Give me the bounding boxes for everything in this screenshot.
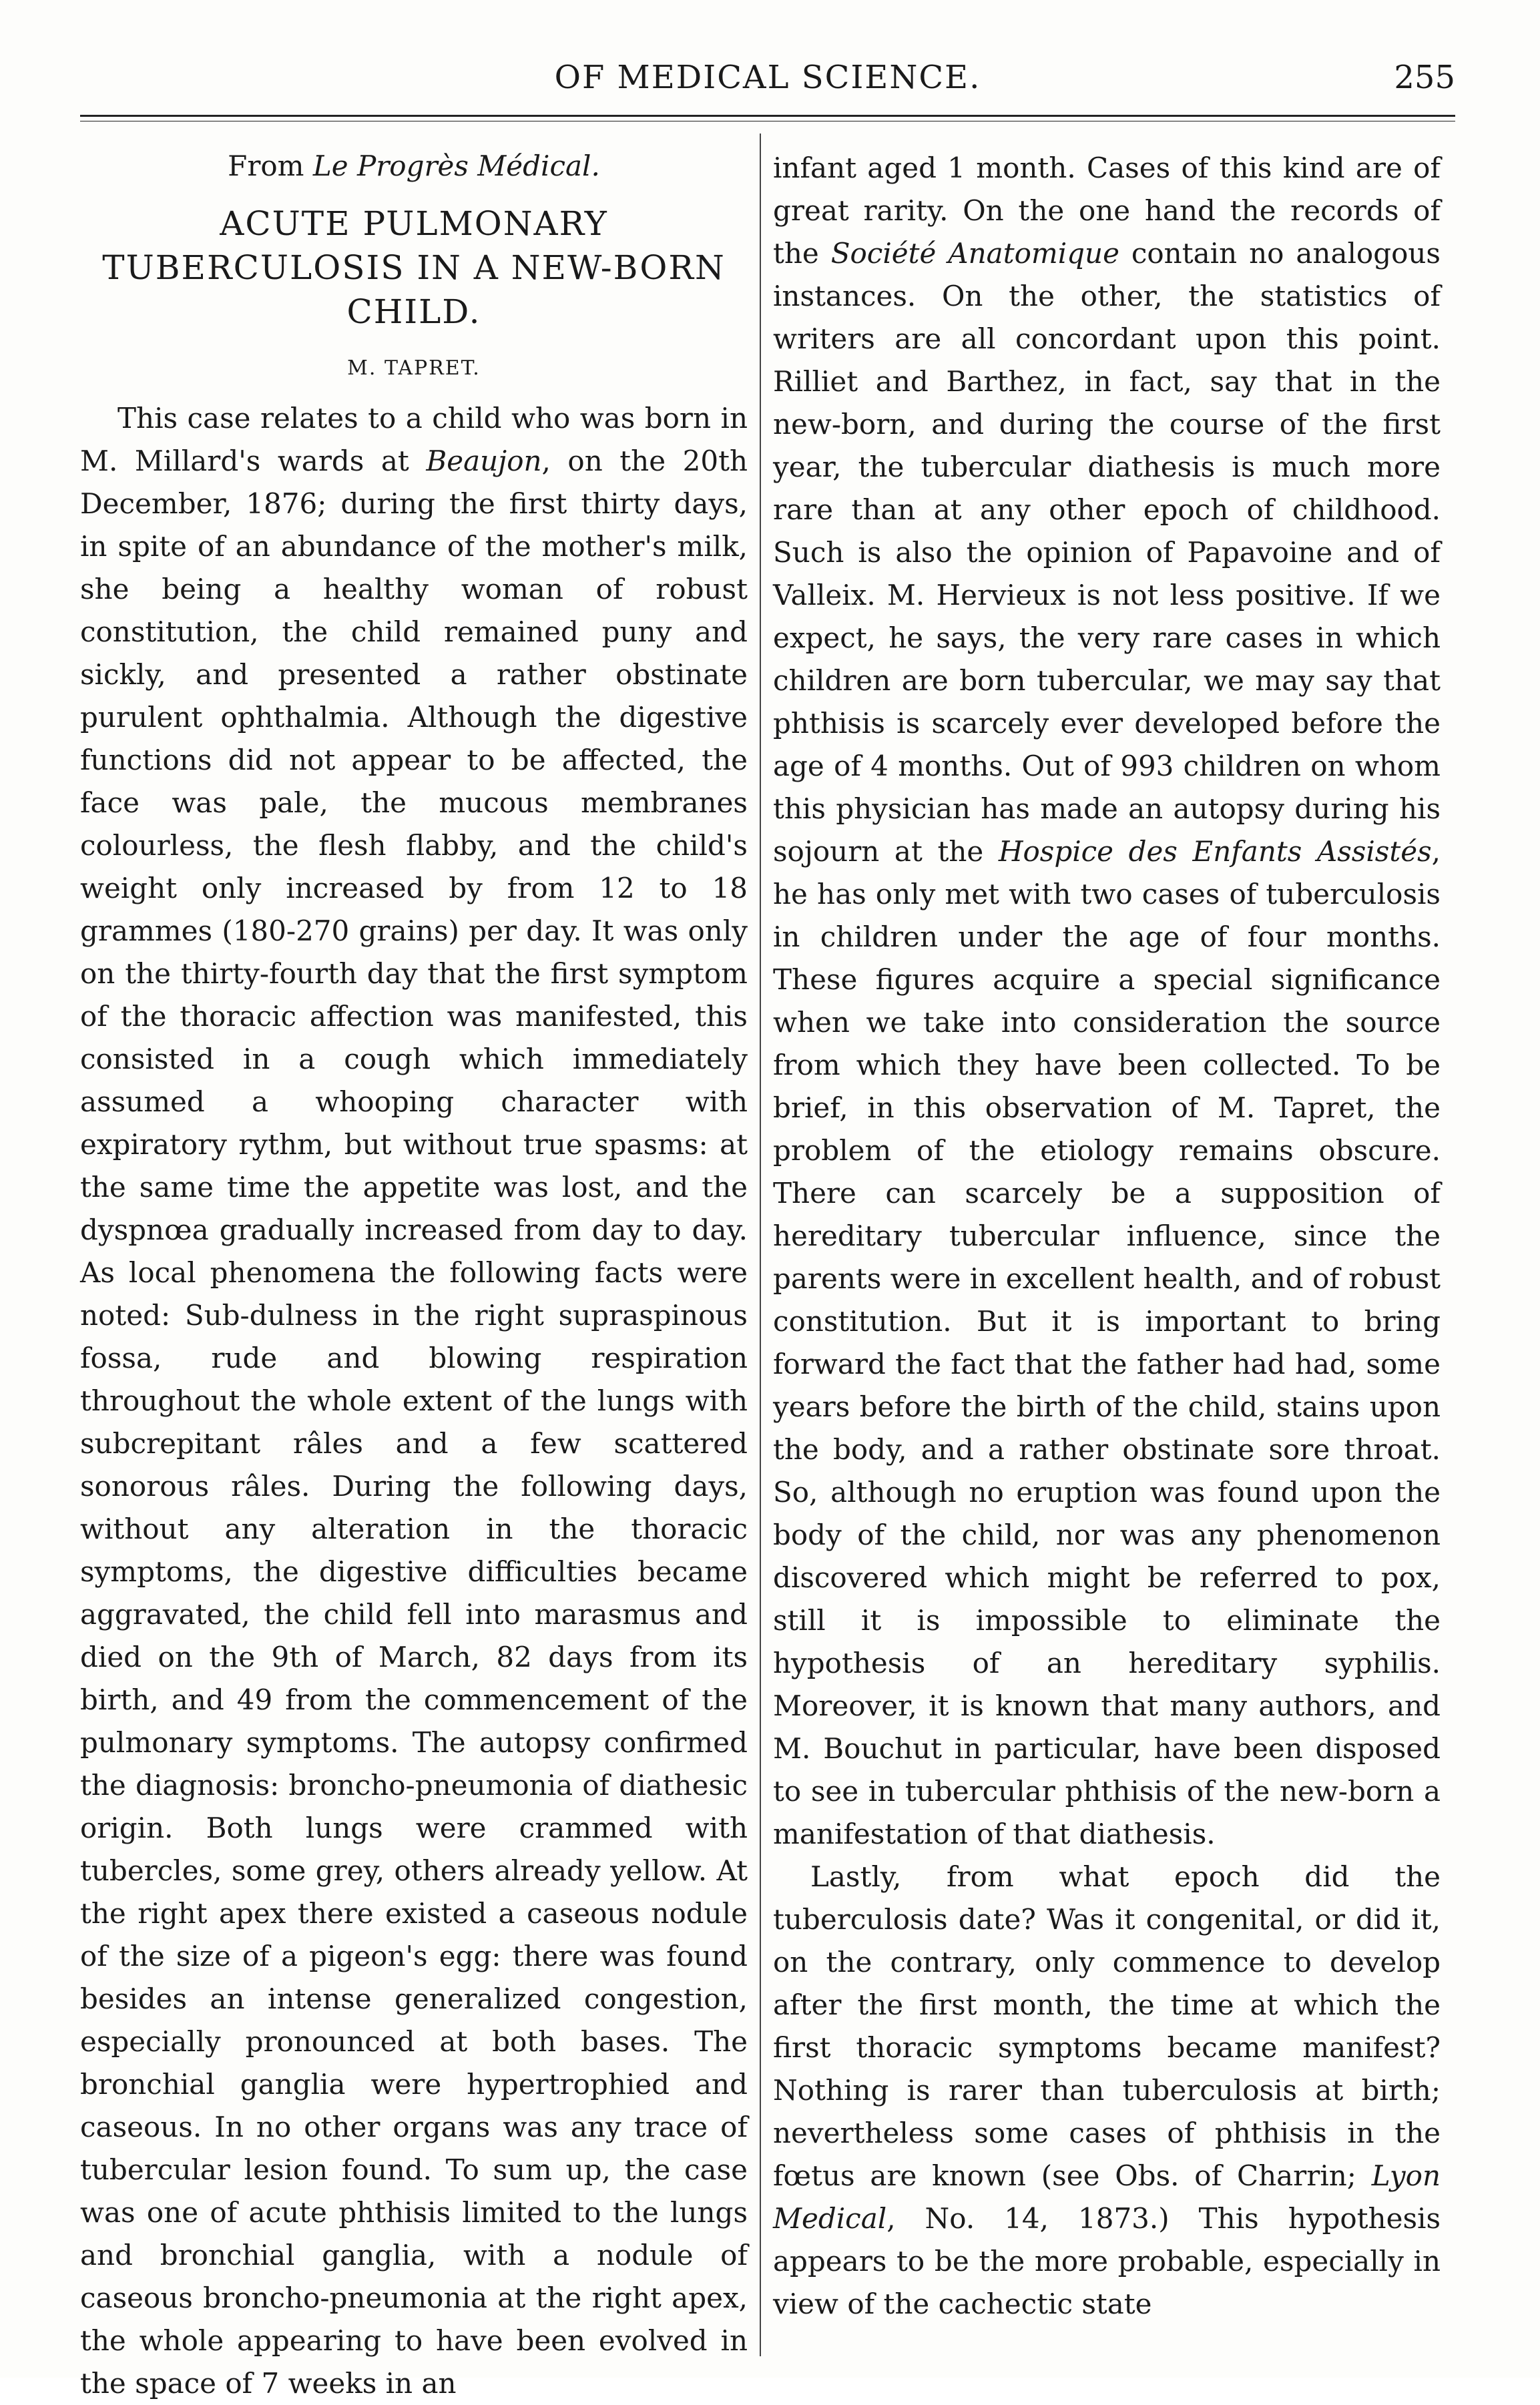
page-number: 255 bbox=[1394, 59, 1455, 96]
italic-run: Hospice des Enfants Assistés bbox=[998, 835, 1432, 868]
right-paragraph-1 bbox=[773, 147, 1441, 1856]
article-title: ACUTE PULMONARY TUBERCULOSIS IN A NEW-BORN CHILD. bbox=[102, 204, 726, 331]
right-paragraph-2 bbox=[773, 1856, 1441, 2326]
header-rule bbox=[80, 115, 1455, 121]
italic-run: Beaujon bbox=[426, 445, 542, 477]
right-column bbox=[773, 147, 1441, 2350]
source-journal: Le Progrès Médical. bbox=[312, 150, 600, 182]
text-run: contain no analogous instances. On the other, the statistics of writers are all concordant upon this point. Rilliet and Barthez, in fact, say that in the new-born, and during the course of the first year, the tubercular diathesis is much more rare than at any other epoch of childhood. Such is also the opinion of Papavoine and of Valleix. M. Hervieux is not less positive. If we expect, he says, the very rare cases in which children are born tubercular, we may say that phthisis is scarcely ever developed before the age of 4 months. Out of 993 children on whom this physician has made an autopsy during his sojourn at the bbox=[773, 237, 1441, 868]
italic-run: Lyon Medical bbox=[773, 2159, 1441, 2235]
left-paragraph-1 bbox=[80, 397, 748, 2405]
text-run: infant aged 1 month. Cases of this kind are of great rarity. On the one hand the records of the bbox=[773, 152, 1441, 270]
source-line bbox=[80, 147, 748, 186]
column-divider bbox=[760, 133, 761, 2356]
text-run: , on the 20th December, 1876; during the first thirty days, in spite of an abundance of the mother's milk, she being a healthy woman of robust constitution, the child remained puny and sickly, and presented a rather obstinate purulent ophthalmia. Although the digestive functions did not appear to be affected, the face was pale, the mucous membranes colourless, the flesh flabby, and the child's weight only increased by from 12 to 18 grammes (180-270 grains) per day. It was only on the thirty-fourth day that the first symptom of the thoracic affection was manifested, this consisted in a cough which immediately assumed a whooping character with expiratory rythm, but without true spasms: at the same time the appetite was lost, and the dyspnœa gradually increased from day to day. As local phenomena the following facts were noted: Sub-dulness in the right supraspinous fossa, rude and blowing respiration throughout the whole extent of the lungs with subcrepitant râles and a few scattered sonorous râles. During the following days, without any alteration in the thoracic symptoms, the digestive difficulties became aggravated, the child fell into marasmus and died on the 9th of March, 82 days from its birth, and 49 from the commencement of the pulmonary symptoms. The autopsy confirmed the diagnosis: broncho-pneumonia of diathesic origin. Both lungs were crammed with tubercles, some grey, others already yellow. At the right apex there existed a caseous nodule of the size of a pigeon's egg: there was found besides an intense generalized congestion, especially pronounced at both bases. The bronchial ganglia were hypertrophied and caseous. In no other organs was any trace of tubercular lesion found. To sum up, the case was one of acute phthisis limited to the lungs and bronchial ganglia, with a nodule of caseous broncho-pneumonia at the right apex, the whole appearing to have been evolved in the space of 7 weeks in an bbox=[80, 445, 748, 2400]
text-run: , No. 14, 1873.) This hypothesis appears to be the more probable, especially in view of the cachectic state bbox=[773, 2202, 1441, 2320]
text-run: Lastly, from what epoch did the tuberculosis date? Was it congenital, or did it, on the contrary, only commence to develop after the first month, the time at which the first thoracic symptoms became manifest? Nothing is rarer than tuberculosis at birth; nevertheless some cases of phthisis in the fœtus are known (see Obs. of Charrin; bbox=[773, 1860, 1441, 2192]
running-header bbox=[80, 53, 1455, 107]
text-run: , he has only met with two cases of tuberculosis in children under the age of four months. These figures acquire a special significance when we take into consideration the source from which they have been collected. To be brief, in this observation of M. Tapret, the problem of the etiology remains obscure. There can scarcely be a supposition of hereditary tubercular influence, since the parents were in excellent health, and of robust constitution. But it is important to bring forward the fact that the father had had, some years before the birth of the child, stains upon the body, and a rather obstinate sore throat. So, although no eruption was found upon the body of the child, nor was any phenomenon discovered which might be referred to pox, still it is impossible to eliminate the hypothesis of an hereditary syphilis. Moreover, it is known that many authors, and M. Bouchut in particular, have been disposed to see in tubercular phthisis of the new-born a manifestation of that diathesis. bbox=[773, 835, 1441, 1850]
left-column bbox=[80, 147, 748, 2400]
source-prefix: From bbox=[228, 150, 313, 182]
italic-run: Société Anatomique bbox=[830, 237, 1119, 270]
article-author: M. TAPRET. bbox=[347, 356, 481, 380]
text-run: This case relates to a child who was born in M. Millard's wards at bbox=[80, 402, 748, 477]
running-header-title: OF MEDICAL SCIENCE. bbox=[554, 59, 981, 96]
